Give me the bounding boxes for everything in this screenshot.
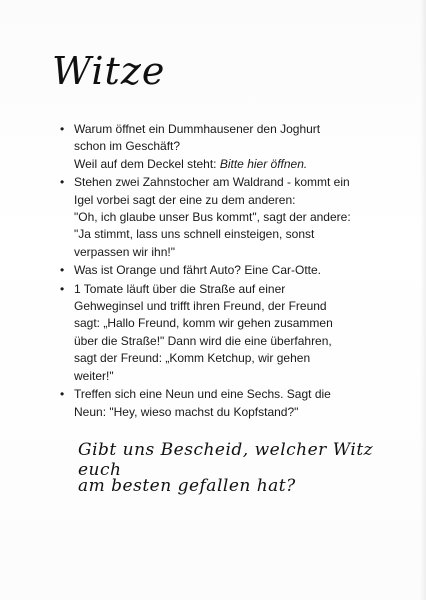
joke-line: schon im Geschäft? bbox=[74, 139, 181, 154]
joke-item bbox=[60, 386, 390, 421]
joke-line: Warum öffnet ein Dummhausener den Joghurt bbox=[74, 122, 321, 136]
joke-line: Gehweginsel und trifft ihren Freund, der Freund bbox=[74, 299, 327, 314]
joke-answer-italic: Bitte hier öffnen. bbox=[219, 156, 308, 171]
joke-line: Stehen zwei Zahnstocher am Waldrand - kommt ein bbox=[74, 175, 350, 190]
joke-line: Igel vorbei sagt der eine zu dem anderen: bbox=[74, 192, 296, 207]
joke-line: weiter!" bbox=[74, 368, 114, 383]
joke-line: sagt: „Hallo Freund, komm wir gehen zusammen bbox=[74, 316, 333, 331]
joke-item bbox=[60, 262, 390, 279]
joke-line: verpassen wir ihn!" bbox=[74, 244, 175, 259]
joke-answer bbox=[74, 156, 390, 173]
bullet-icon: • bbox=[60, 263, 65, 278]
page-title: Witze bbox=[52, 49, 166, 93]
joke-line: Neun: "Hey, wieso machst du Kopfstand?" bbox=[74, 404, 299, 419]
bullet-icon: • bbox=[60, 175, 65, 190]
joke-item bbox=[60, 281, 390, 385]
bullet-icon: • bbox=[60, 122, 65, 136]
joke-item bbox=[60, 174, 390, 261]
scan-edge-shadow bbox=[420, 0, 426, 600]
bullet-icon: • bbox=[60, 387, 65, 402]
joke-line: "Ja stimmt, lass uns schnell einsteigen, sonst bbox=[74, 227, 315, 242]
joke-item bbox=[60, 121, 390, 173]
footer-question-line-1: Gibt uns Bescheid, welcher Witz euch bbox=[78, 440, 374, 480]
footer-question-line-2: am besten gefallen hat? bbox=[78, 476, 296, 496]
joke-line: Treffen sich eine Neun und eine Sechs. Sagt die bbox=[74, 387, 331, 402]
joke-line: Was ist Orange und fährt Auto? Eine Car-Otte. bbox=[74, 263, 322, 278]
joke-line: sagt der Freund: „Komm Ketchup, wir gehen bbox=[74, 351, 311, 366]
joke-list bbox=[60, 121, 390, 422]
joke-answer-text: Weil auf dem Deckel steht: bbox=[74, 156, 220, 171]
joke-line: 1 Tomate läuft über die Straße auf einer bbox=[74, 281, 286, 296]
joke-line: "Oh, ich glaube unser Bus kommt", sagt der andere: bbox=[74, 210, 351, 225]
joke-line: über die Straße!" Dann wird die eine überfahren, bbox=[74, 333, 332, 348]
bullet-icon: • bbox=[60, 281, 65, 296]
